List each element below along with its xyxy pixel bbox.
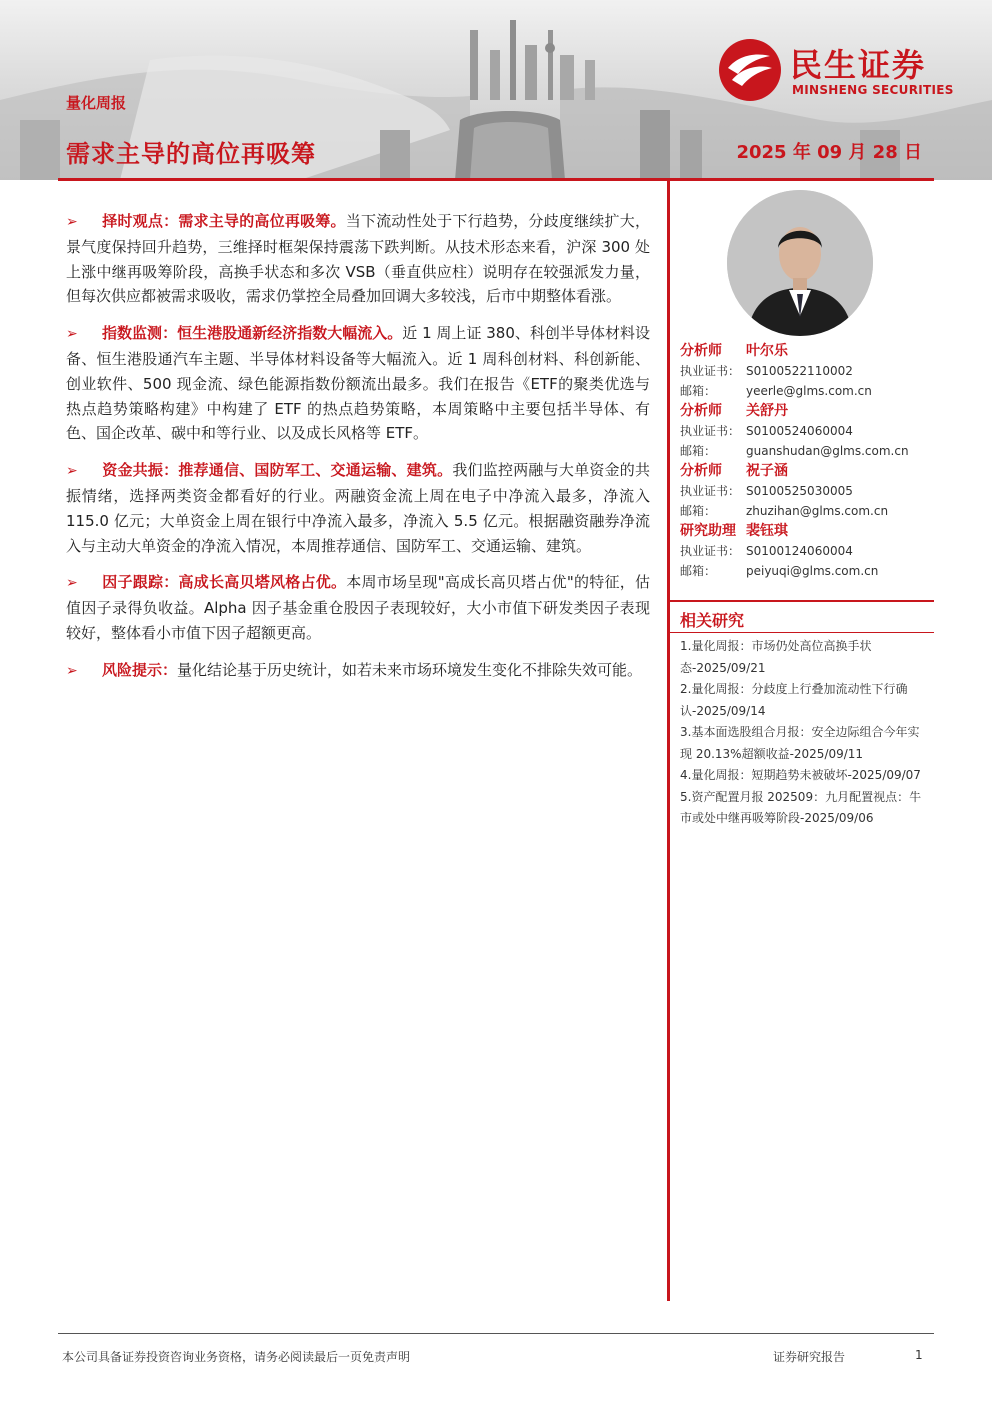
bullet-arrow-icon: ➢ <box>66 214 78 230</box>
footer-report-type: 证券研究报告 <box>773 1350 846 1364</box>
analyst-block <box>680 461 930 521</box>
bullet-arrow-icon: ➢ <box>66 326 78 343</box>
footer-disclaimer: 本公司具备证券投资咨询业务资格，请务必阅读最后一页免责声明 <box>62 1350 411 1364</box>
cert-number: S0100522110002 <box>746 364 853 378</box>
paragraph-risk <box>66 658 650 684</box>
cert-number: S0100524060004 <box>746 424 853 438</box>
related-research-list <box>680 636 930 830</box>
analyst-cert-row <box>680 361 930 381</box>
analyst-name-row <box>680 461 930 481</box>
analyst-photo <box>727 190 873 336</box>
report-title: 需求主导的高位再吸筹 <box>66 140 316 168</box>
related-research-title: 相关研究 <box>680 611 745 630</box>
paragraph-factor <box>66 570 650 645</box>
analyst-name: 关舒丹 <box>746 403 788 419</box>
paragraph-text: 当下流动性处于下行趋势，分歧度继续扩大，景气度保持回升趋势，三维择时框架保持震荡下跌判断。从技术形态来看，沪深 300 处上涨中继再吸筹阶段，高换手状态和多次 VSB（垂直供应柱）说明存在较强派发力量，但每次供应都被需求吸收，需求仍掌控全局叠加回调大多较浅，后市中期整体看涨。 <box>66 212 650 306</box>
related-item[interactable]: 1.量化周报：市场仍处高位高换手状态-2025/09/21 <box>680 639 872 675</box>
email-link[interactable]: yeerle@glms.com.cn <box>746 384 872 398</box>
cert-label: 执业证书： <box>680 484 741 498</box>
logo-chinese-name: 民生证券 <box>790 46 927 84</box>
header-banner <box>0 0 992 180</box>
analyst-role: 分析师 <box>680 403 722 419</box>
analyst-name-row <box>680 401 930 421</box>
cert-label: 执业证书： <box>680 544 741 558</box>
email-label: 邮箱： <box>680 564 717 578</box>
column-divider <box>667 181 670 1301</box>
analyst-name-row <box>680 341 930 361</box>
analyst-email-row <box>680 381 930 401</box>
related-divider-thin <box>670 632 934 633</box>
email-label: 邮箱： <box>680 384 717 398</box>
bullet-arrow-icon: ➢ <box>66 662 78 679</box>
paragraph-heading: 因子跟踪：高成长高贝塔风格占优。 <box>102 573 347 592</box>
logo-english-name: MINSHENG SECURITIES <box>792 83 954 97</box>
analyst-block <box>680 401 930 461</box>
related-divider <box>670 600 934 602</box>
analyst-block <box>680 521 930 581</box>
email-link[interactable]: zhuzihan@glms.com.cn <box>746 504 889 518</box>
cert-label: 执业证书： <box>680 424 741 438</box>
analyst-portrait-icon <box>727 190 873 336</box>
footer-divider <box>58 1333 934 1334</box>
main-content <box>66 209 650 696</box>
minsheng-logo-icon <box>718 38 782 102</box>
related-item[interactable]: 2.量化周报：分歧度上行叠加流动性下行确认-2025/09/14 <box>680 682 908 718</box>
paragraph-timing <box>66 209 650 309</box>
analyst-block <box>680 341 930 401</box>
report-series: 量化周报 <box>66 94 127 112</box>
cert-label: 执业证书： <box>680 364 741 378</box>
paragraph-index <box>66 321 650 446</box>
paragraph-text: 近 1 周上证 380、科创半导体材料设备、恒生港股通汽车主题、半导体材料设备等大幅流入。近 1 周科创材料、科创新能、创业软件、500 现金流、绿色能源指数份额流出最多。我们在报告《ETF的聚类优选与热点趋势策略构建》中构建了 ETF 的热点趋势策略，本周策略中主要包括半导体、有色、国企改革、碳中和等行业、以及成长风格等 ETF。 <box>66 324 650 443</box>
email-link[interactable]: peiyuqi@glms.com.cn <box>746 564 879 578</box>
analyst-role: 分析师 <box>680 463 722 479</box>
email-label: 邮箱： <box>680 504 717 518</box>
analyst-name-row <box>680 521 930 541</box>
analyst-name: 叶尔乐 <box>746 343 788 359</box>
paragraph-heading: 风险提示： <box>102 660 178 679</box>
analyst-cert-row <box>680 541 930 561</box>
email-label: 邮箱： <box>680 444 717 458</box>
related-item[interactable]: 5.资产配置月报 202509：九月配置视点：牛市或处中继再吸筹阶段-2025/09/06 <box>680 789 922 825</box>
paragraph-heading: 择时观点：需求主导的高位再吸筹。 <box>102 212 346 230</box>
related-item[interactable]: 4.量化周报：短期趋势未被破坏-2025/09/07 <box>680 768 921 782</box>
analyst-cert-row <box>680 481 930 501</box>
bullet-arrow-icon: ➢ <box>66 575 78 592</box>
company-logo <box>718 38 968 104</box>
report-date: 2025 年 09 月 28 日 <box>736 142 922 163</box>
paragraph-heading: 指数监测：恒生港股通新经济指数大幅流入。 <box>102 324 403 343</box>
analyst-name: 祝子涵 <box>746 463 788 479</box>
analyst-name: 裴钰琪 <box>746 523 788 539</box>
paragraph-text: 我们监控两融与大单资金的共振情绪，选择两类资金都看好的行业。两融资金流上周在电子中净流入最多，净流入 115.0 亿元；大单资金上周在银行中净流入最多，净流入 5.5 亿元。根据融资融券净流入与主动大单资金的净流入情况，本周推荐通信、国防军工、交通运输、建筑。 <box>66 461 650 555</box>
analyst-role: 分析师 <box>680 343 722 359</box>
analyst-cert-row <box>680 421 930 441</box>
analyst-role: 研究助理 <box>680 523 736 539</box>
header-divider <box>58 178 934 181</box>
email-link[interactable]: guanshudan@glms.com.cn <box>746 444 909 458</box>
related-item[interactable]: 3.基本面选股组合月报：安全边际组合今年实现 20.13%超额收益-2025/09/11 <box>680 725 920 761</box>
analyst-email-row <box>680 501 930 521</box>
paragraph-funds <box>66 458 650 558</box>
page-number: 1 <box>915 1348 923 1362</box>
analyst-email-row <box>680 561 930 581</box>
cert-number: S0100124060004 <box>746 544 853 558</box>
paragraph-text: 本周市场呈现"高成长高贝塔占优"的特征，估值因子录得负收益。Alpha 因子基金重仓股因子表现较好，大小市值下研发类因子表现较好，整体看小市值下因子超额更高。 <box>66 573 650 642</box>
paragraph-text: 量化结论基于历史统计，如若未来市场环境发生变化不排除失效可能。 <box>177 660 643 679</box>
paragraph-heading: 资金共振：推荐通信、国防军工、交通运输、建筑。 <box>102 461 453 480</box>
bullet-arrow-icon: ➢ <box>66 463 78 480</box>
cert-number: S0100525030005 <box>746 484 853 498</box>
analyst-email-row <box>680 441 930 461</box>
